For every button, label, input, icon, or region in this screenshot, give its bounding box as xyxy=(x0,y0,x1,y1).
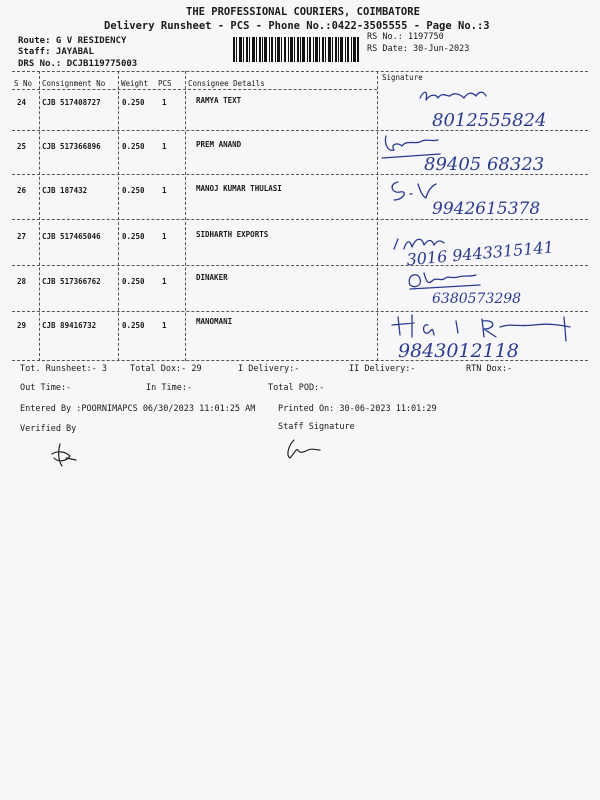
row-sno: 24 xyxy=(17,98,27,107)
printed-on: Printed On: 30-06-2023 11:01:29 xyxy=(278,404,437,414)
row-consignment: CJB 517366762 xyxy=(42,277,101,286)
svg-text:89405 68323: 89405 68323 xyxy=(424,154,545,175)
signature-row-28 xyxy=(380,265,580,311)
ii-delivery: II Delivery:- xyxy=(349,364,416,374)
row-pcs: 1 xyxy=(162,277,167,286)
row-consignee: DINAKER xyxy=(196,273,228,282)
i-delivery: I Delivery:- xyxy=(238,364,300,374)
barcode-image xyxy=(233,37,359,62)
col-header-signature: Signature xyxy=(382,73,423,82)
col-header-weight: Weight xyxy=(121,79,149,88)
row-consignee: RAMYA TEXT xyxy=(196,96,242,105)
col-header-sno: S No xyxy=(14,79,33,88)
staff-label: Staff: JAYABAL xyxy=(18,47,94,57)
total-runsheet: Tot. Runsheet:- 3 xyxy=(20,364,107,374)
staff-signature-mark xyxy=(280,434,330,464)
svg-text:6380573298: 6380573298 xyxy=(432,291,522,307)
col-divider xyxy=(377,71,378,361)
row-pcs: 1 xyxy=(162,186,167,195)
svg-text:9843012118: 9843012118 xyxy=(398,340,519,362)
row-weight: 0.250 xyxy=(122,232,145,241)
in-time: In Time:- xyxy=(146,383,193,393)
row-sno: 26 xyxy=(17,186,27,195)
table-top-border xyxy=(12,71,588,72)
signature-row-29 xyxy=(388,311,588,361)
total-dox: Total Dox:- 29 xyxy=(130,364,202,374)
row-pcs: 1 xyxy=(162,98,167,107)
svg-text:9942615378: 9942615378 xyxy=(432,199,541,219)
rtn-dox: RTN Dox:- xyxy=(466,364,513,374)
row-consignment: CJB 517465046 xyxy=(42,232,101,241)
col-header-consignment: Consignment No xyxy=(42,79,106,88)
signature-row-25 xyxy=(380,130,580,176)
row-consignment: CJB 89416732 xyxy=(42,321,97,330)
row-sno: 29 xyxy=(17,321,27,330)
row-pcs: 1 xyxy=(162,142,167,151)
row-sno: 28 xyxy=(17,277,27,286)
row-consignment: CJB 517408727 xyxy=(42,98,101,107)
row-weight: 0.250 xyxy=(122,186,145,195)
signature-row-27 xyxy=(378,219,588,270)
svg-text:3016 9443315141: 3016 9443315141 xyxy=(405,237,555,270)
row-consignment: CJB 187432 xyxy=(42,186,88,195)
rs-number: RS No.: 1197750 xyxy=(367,32,444,42)
col-divider xyxy=(118,71,119,361)
row-weight: 0.250 xyxy=(122,277,145,286)
col-header-pcs: PCS xyxy=(158,79,172,88)
row-consignee: MANOJ KUMAR THULASI xyxy=(196,184,282,193)
company-title: THE PROFESSIONAL COURIERS, COIMBATORE xyxy=(186,6,420,18)
verified-by-label: Verified By xyxy=(20,424,77,434)
svg-text:8012555824: 8012555824 xyxy=(432,110,547,131)
verifier-signature xyxy=(44,440,84,470)
row-consignee: SIDHARTH EXPORTS xyxy=(196,230,269,239)
signature-row-26 xyxy=(380,174,580,220)
row-consignment: CJB 517366896 xyxy=(42,142,101,151)
row-weight: 0.250 xyxy=(122,142,145,151)
row-weight: 0.250 xyxy=(122,98,145,107)
entered-by: Entered By :POORNIMAPCS 06/30/2023 11:01:25 AM xyxy=(20,404,256,414)
drs-number: DRS No.: DCJB119775003 xyxy=(18,59,138,69)
staff-signature-label: Staff Signature xyxy=(278,422,355,432)
out-time: Out Time:- xyxy=(20,383,72,393)
total-pod: Total POD:- xyxy=(268,383,325,393)
col-divider xyxy=(185,71,186,361)
row-consignee: PREM ANAND xyxy=(196,140,242,149)
route-label: Route: G V RESIDENCY xyxy=(18,36,127,46)
row-pcs: 1 xyxy=(162,232,167,241)
row-pcs: 1 xyxy=(162,321,167,330)
row-consignee: MANOMANI xyxy=(196,317,233,326)
header-bottom-border xyxy=(12,89,377,90)
row-weight: 0.250 xyxy=(122,321,145,330)
row-sno: 25 xyxy=(17,142,27,151)
col-divider xyxy=(39,71,40,361)
runsheet-subtitle: Delivery Runsheet - PCS - Phone No.:0422-3505555 - Page No.:3 xyxy=(104,20,490,32)
rs-date: RS Date: 30-Jun-2023 xyxy=(367,44,470,54)
row-sno: 27 xyxy=(17,232,27,241)
signature-row-24 xyxy=(380,86,580,130)
col-header-consignee: Consignee Details xyxy=(188,79,265,88)
